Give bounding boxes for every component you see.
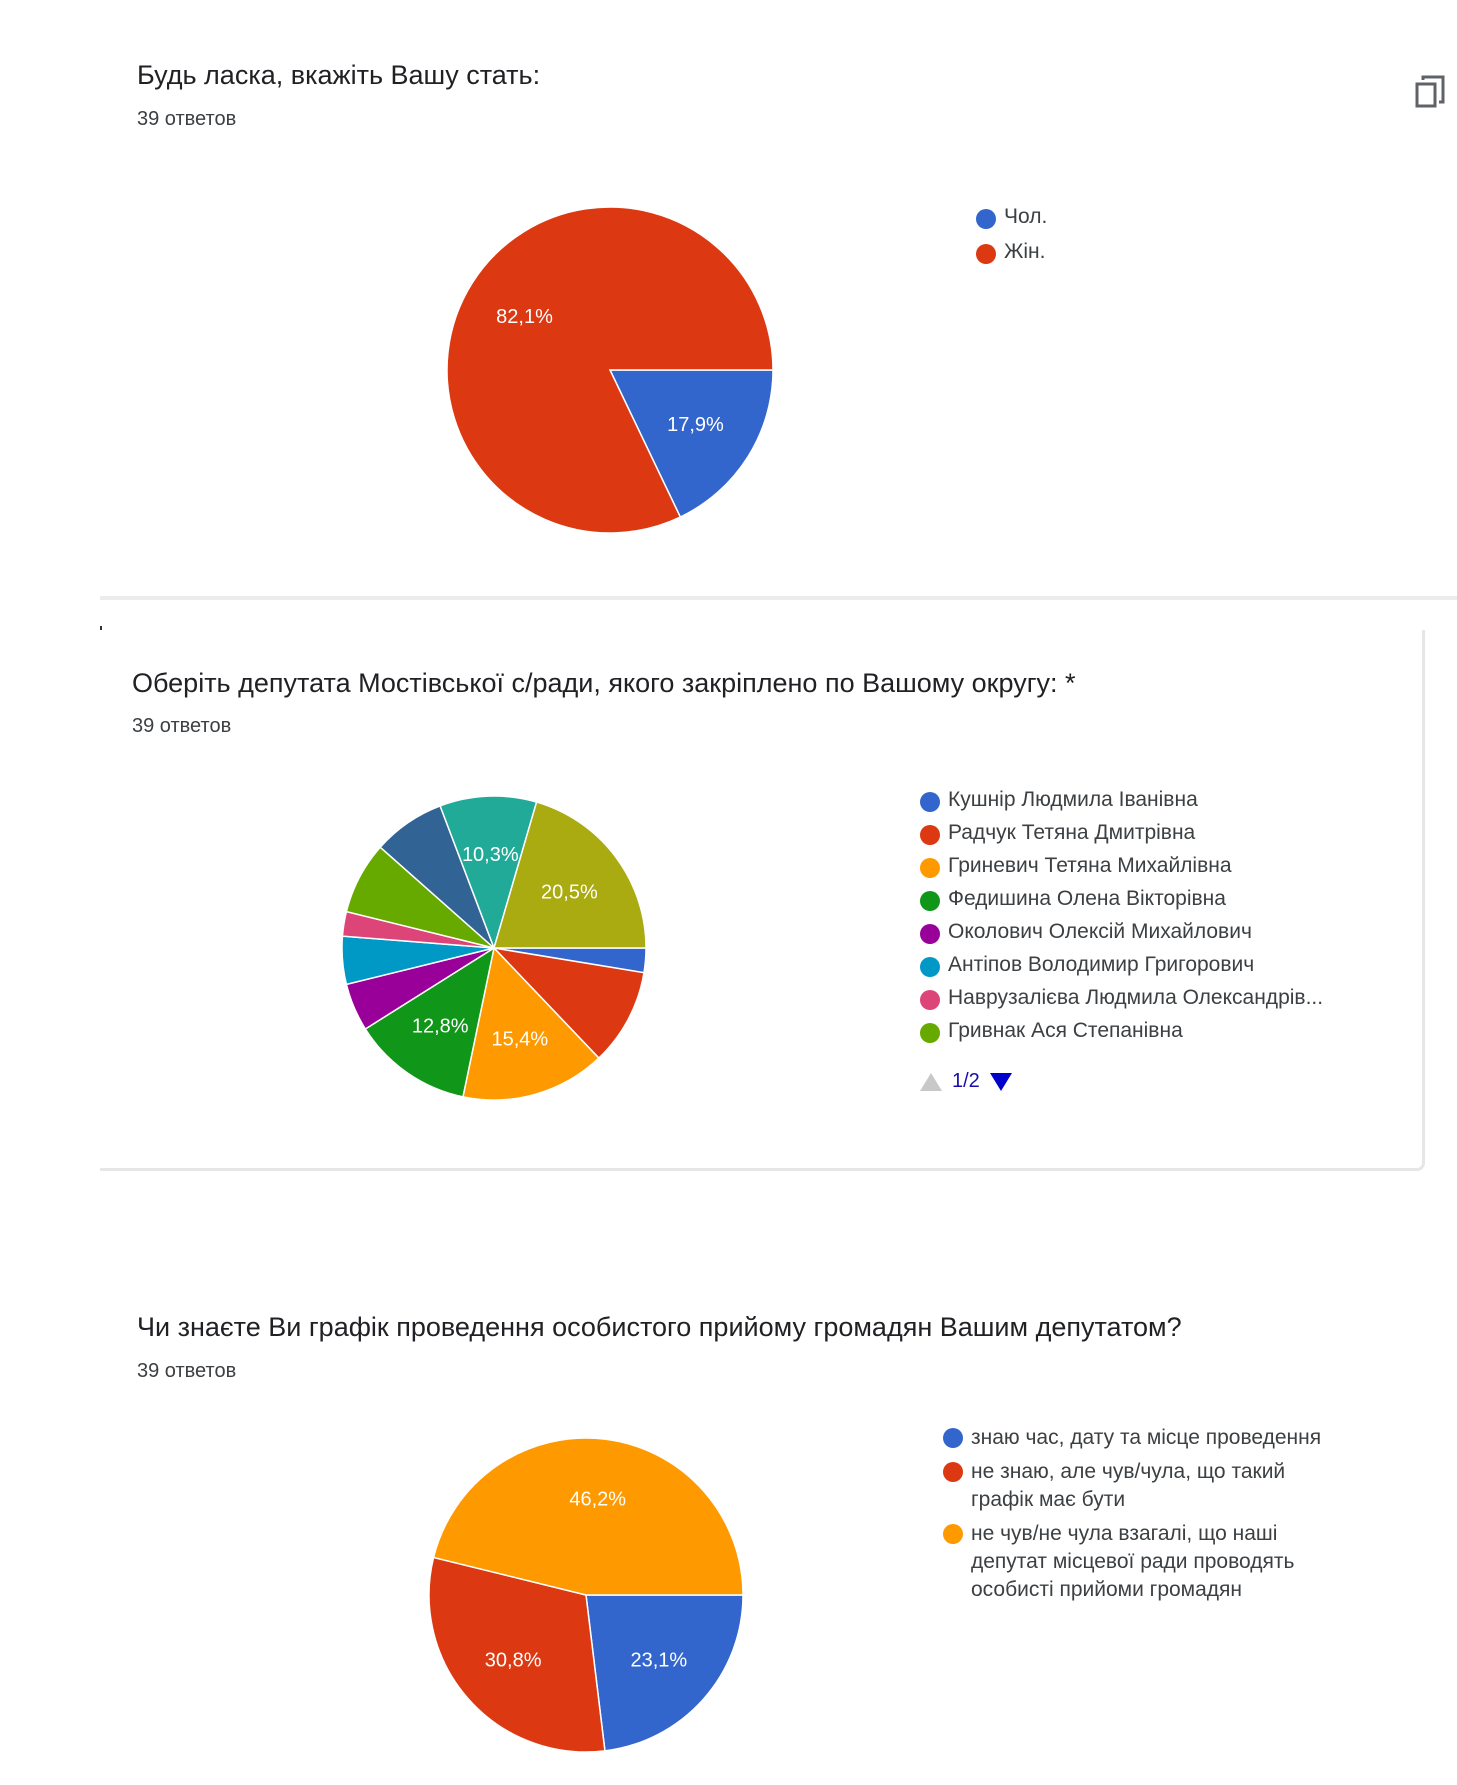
legend-label: Радчук Тетяна Дмитрівна (948, 821, 1196, 844)
legend-swatch-icon (920, 792, 940, 812)
question-card-schedule (100, 1262, 1457, 1769)
legend-swatch-icon (920, 891, 940, 911)
legend-swatch-icon (920, 924, 940, 944)
legend-item (920, 854, 1323, 887)
slice-value-label: 20,5% (541, 881, 598, 904)
chart-legend (920, 788, 1323, 1052)
legend-label: не знаю, але чув/чула, що такий графік має бути (971, 1460, 1286, 1511)
legend-label: Наврузалієва Людмила Олександрів... (948, 986, 1324, 1009)
legend-item (943, 1424, 1343, 1452)
pie-slice-0[interactable] (586, 1595, 743, 1751)
legend-item (976, 240, 1047, 275)
question-title: Будь ласка, вкажіть Вашу стать: (137, 60, 541, 90)
legend-item (920, 920, 1323, 953)
question-card-deputy (100, 630, 1425, 1171)
legend-swatch-icon (943, 1524, 963, 1544)
legend-item (943, 1458, 1343, 1514)
legend-item (920, 788, 1323, 821)
slice-value-label: 15,4% (491, 1028, 549, 1051)
legend-item (943, 1520, 1343, 1604)
legend-swatch-icon (920, 1023, 940, 1043)
question-card-gender (100, 0, 1457, 600)
legend-swatch-icon (920, 858, 940, 878)
chart-legend (976, 205, 1047, 275)
legend-item (920, 887, 1323, 920)
legend-swatch-icon (920, 990, 940, 1010)
response-count: 39 ответов (137, 108, 237, 130)
legend-label: не чув/не чула взагалі, що наші депутат місцевої ради проводять особисті прийоми громадян (971, 1522, 1295, 1601)
legend-label: Федишина Олена Вікторівна (948, 887, 1226, 910)
legend-label: Антіпов Володимир Григорович (948, 953, 1255, 976)
legend-swatch-icon (920, 825, 940, 845)
slice-value-label: 12,8% (411, 1015, 469, 1038)
response-count: 39 ответов (132, 715, 232, 737)
slice-value-label: 30,8% (484, 1649, 542, 1672)
legend-label: Чол. (1004, 205, 1048, 228)
slice-value-label: 82,1% (496, 306, 553, 329)
slice-value-label: 10,3% (461, 843, 519, 866)
next-page-icon[interactable] (990, 1073, 1012, 1091)
slice-value-label: 23,1% (630, 1649, 688, 1672)
legend-swatch-icon (943, 1462, 963, 1482)
legend-label: Гривнак Ася Степанівна (948, 1019, 1183, 1042)
legend-label: Кушнір Людмила Іванівна (948, 788, 1198, 811)
legend-swatch-icon (976, 209, 996, 229)
legend-item (920, 821, 1323, 854)
question-title: Оберіть депутата Мостівської с/ради, якого закріплено по Вашому округу: * (132, 668, 1076, 698)
legend-swatch-icon (976, 244, 996, 264)
legend-label: Жін. (1004, 240, 1046, 263)
question-title: Чи знаєте Ви графік проведення особистого прийому громадян Вашим депутатом? (137, 1312, 1182, 1342)
legend-label: Околович Олексій Михайлович (948, 920, 1252, 943)
slice-value-label: 17,9% (667, 413, 724, 436)
legend-item (976, 205, 1047, 240)
pie-chart-deputy (314, 768, 674, 1128)
chart-legend (943, 1424, 1343, 1610)
previous-page-icon[interactable] (920, 1073, 942, 1091)
pager-label: 1/2 (952, 1070, 980, 1092)
pie-chart-gender (410, 170, 810, 570)
legend-label: знаю час, дату та місце проведення (971, 1426, 1322, 1449)
slice-value-label: 46,2% (569, 1488, 627, 1511)
pie-chart-schedule (396, 1405, 776, 1785)
response-count: 39 ответов (137, 1360, 237, 1382)
copy-chart-icon[interactable] (1415, 72, 1445, 110)
legend-item (920, 986, 1323, 1019)
legend-item (920, 953, 1323, 986)
legend-swatch-icon (943, 1428, 963, 1448)
legend-label: Гриневич Тетяна Михайлівна (948, 854, 1232, 877)
legend-swatch-icon (920, 957, 940, 977)
legend-pager (920, 1070, 1012, 1093)
legend-item (920, 1019, 1323, 1052)
